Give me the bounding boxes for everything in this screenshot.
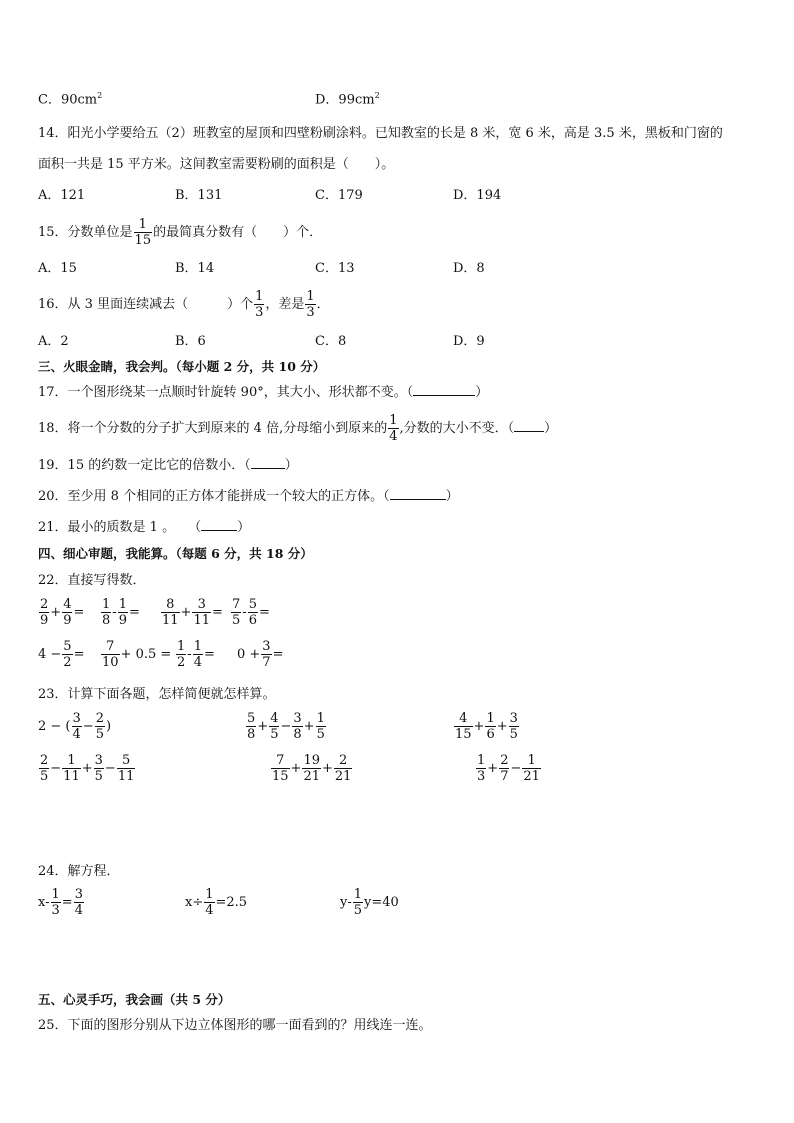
q14-line1: 14．阳光小学要给五（2）班教室的屋顶和四壁粉刷涂料。已知教室的长是 8 米，宽 6 米，高是 3.5 米，黑板和门窗的 bbox=[38, 126, 723, 141]
q22-r1-e4: $\frac{7}{5}$ - $\frac{5}{6}$ = bbox=[232, 597, 270, 628]
q23-e6: $\frac{1}{3}$ + $\frac{2}{7}$ − $\frac{1}{21}$ bbox=[477, 753, 540, 784]
q13-option-d: D．$99cm^2$ bbox=[315, 91, 380, 108]
q14-line2: 面积一共是 15 平方米。这间教室需要粉刷的面积是（ ）。 bbox=[38, 157, 395, 172]
q23-title: 23．计算下面各题，怎样简便就怎样算。 bbox=[38, 687, 276, 702]
q23-e4: $\frac{2}{5}$ − $\frac{1}{11}$ + $\frac{3}{5}$ − $\frac{5}{11}$ bbox=[40, 753, 135, 784]
q16-option-c: C．8 bbox=[315, 334, 347, 349]
q22-r2-e4: 0 + $\frac{3}{7}$ = bbox=[237, 639, 284, 670]
q23-e5: $\frac{7}{15}$ + $\frac{19}{21}$ + $\frac{2}{21}$ bbox=[272, 753, 352, 784]
q14-option-c: C．179 bbox=[315, 188, 363, 203]
q15-option-b: B．14 bbox=[175, 261, 215, 276]
q15-option-d: D．8 bbox=[453, 261, 485, 276]
q24-eq3: y- $\frac{1}{5}$ y=40 bbox=[340, 887, 399, 918]
q13-option-c: C．$90cm^2$ bbox=[38, 91, 103, 108]
q21: 21．最小的质数是 1 。 （ ） bbox=[38, 520, 251, 535]
q15-stem: 15．分数单位是 $\frac{1}{15}$ 的最简真分数有（ ）个． bbox=[38, 217, 323, 248]
q16-option-b: B．6 bbox=[175, 334, 206, 349]
q24-eq1: x- $\frac{1}{3}$ = $\frac{3}{4}$ bbox=[38, 887, 83, 918]
q19: 19．15 的约数一定比它的倍数小．（ ） bbox=[38, 458, 298, 473]
q16-option-d: D．9 bbox=[453, 334, 485, 349]
q22-r2-e1: 4 − $\frac{5}{2}$ = bbox=[38, 639, 85, 670]
q22-r2-e2: $\frac{7}{10}$ + 0.5 = bbox=[102, 639, 172, 670]
q15-fraction: $\frac{1}{15}$ bbox=[134, 217, 152, 248]
q24-title: 24．解方程． bbox=[38, 864, 120, 879]
q15-option-a: A．15 bbox=[38, 261, 77, 276]
section-5-heading: 五、心灵手巧，我会画（共 5 分） bbox=[38, 992, 231, 1007]
q24-eq2: x÷ $\frac{1}{4}$ =2.5 bbox=[185, 887, 248, 918]
q22-r2-e3: $\frac{1}{2}$ - $\frac{1}{4}$ = bbox=[177, 639, 215, 670]
q22-title: 22．直接写得数． bbox=[38, 573, 146, 588]
q23-e1: 2 − ( $\frac{3}{4}$ − $\frac{2}{5}$ ) bbox=[38, 711, 112, 742]
q15-option-c: C．13 bbox=[315, 261, 355, 276]
q23-e3: $\frac{4}{15}$ + $\frac{1}{6}$ + $\frac{3}{5}$ bbox=[455, 711, 518, 742]
q14-option-a: A．121 bbox=[38, 188, 86, 203]
section-4-heading: 四、细心审题，我能算。（每题 6 分，共 18 分） bbox=[38, 546, 313, 561]
q22-r1-e3: $\frac{8}{11}$ + $\frac{3}{11}$ = bbox=[162, 597, 223, 628]
section-3-heading: 三、火眼金睛，我会判。（每小题 2 分，共 10 分） bbox=[38, 359, 326, 374]
q22-r1-e1: $\frac{2}{9}$ + $\frac{4}{9}$ = bbox=[40, 597, 85, 628]
q14-option-d: D．194 bbox=[453, 188, 502, 203]
q23-e2: $\frac{5}{8}$ + $\frac{4}{5}$ − $\frac{3}{8}$ + $\frac{1}{5}$ bbox=[247, 711, 325, 742]
q18: 18．将一个分数的分子扩大到原来的 4 倍,分母缩小到原来的 $\frac{1}{4}$ ,分数的大小不变．（ ） bbox=[38, 413, 558, 444]
q16-option-a: A．2 bbox=[38, 334, 69, 349]
q20: 20．至少用 8 个相同的正方体才能拼成一个较大的正方体。（ ） bbox=[38, 489, 459, 504]
q22-r1-e2: $\frac{1}{8}$ - $\frac{1}{9}$ = bbox=[102, 597, 140, 628]
q25: 25．下面的图形分别从下边立体图形的哪一面看到的？用线连一连。 bbox=[38, 1018, 432, 1033]
q14-option-b: B．131 bbox=[175, 188, 223, 203]
q17: 17．一个图形绕某一点顺时针旋转 90°，其大小、形状都不变。（ ） bbox=[38, 385, 489, 400]
q16-stem: 16．从 3 里面连续减去（ ）个 $\frac{1}{3}$ ，差是 $\frac{1}{3}$ ． bbox=[38, 289, 330, 320]
